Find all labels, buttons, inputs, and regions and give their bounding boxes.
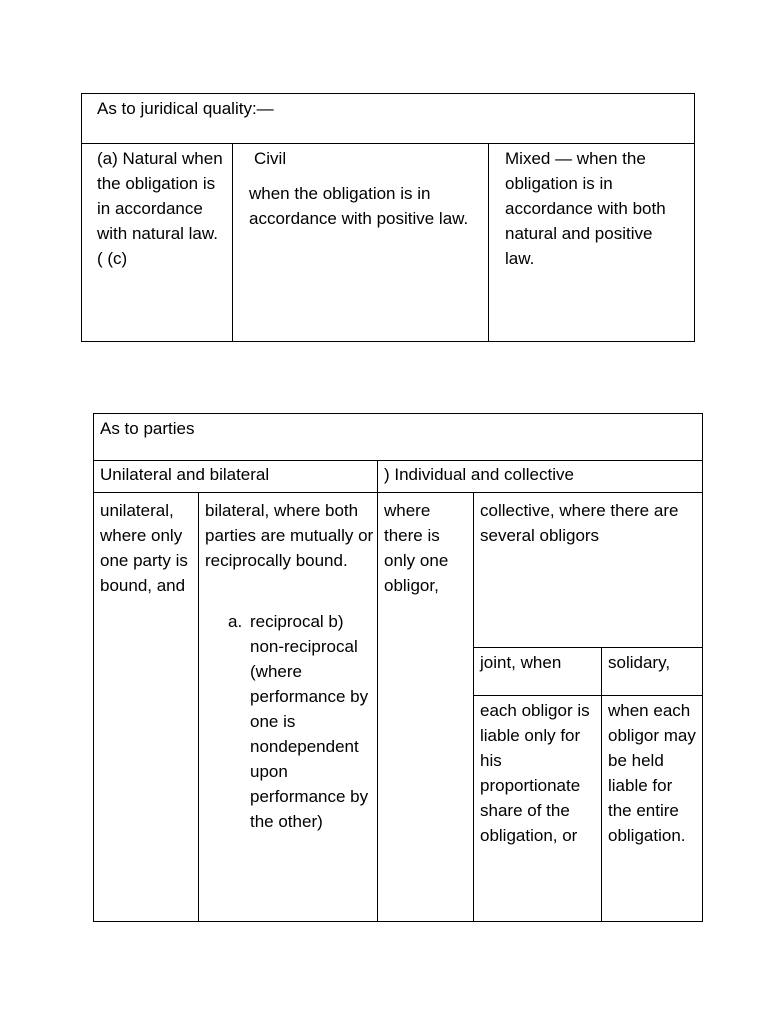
juridical-quality-header: As to juridical quality:— bbox=[97, 99, 274, 118]
individual-collective-header: ) Individual and collective bbox=[384, 465, 574, 484]
civil-title: Civil bbox=[254, 149, 287, 168]
unilateral-bilateral-header: Unilateral and bilateral bbox=[100, 465, 270, 484]
reciprocal-text: reciprocal b) non-reciprocal (where performance by one is nondependent upon performance by the other) bbox=[250, 612, 369, 831]
unilateral-cell: unilateral, where only one party is bound, and bbox=[100, 501, 188, 595]
solidary-description: when each obligor may be held liable for the entire obligation. bbox=[608, 701, 696, 845]
list-marker: a. bbox=[228, 612, 243, 631]
civil-description: when the obligation is in accordance with positive law. bbox=[249, 184, 469, 228]
table1-border-left bbox=[81, 93, 82, 342]
table2-border-right bbox=[702, 413, 703, 922]
individual-cell: where there is only one obligor, bbox=[384, 501, 449, 595]
table2-divider-main bbox=[377, 460, 378, 922]
table2-divider-ind-col bbox=[473, 492, 474, 922]
table2-divider-uni-bi bbox=[198, 492, 199, 922]
mixed-cell: Mixed — when the obligation is in accordance with both natural and positive law. bbox=[505, 149, 666, 268]
parties-header: As to parties bbox=[100, 419, 195, 438]
table1-divider-2 bbox=[488, 143, 489, 342]
table2-border-left bbox=[93, 413, 94, 922]
natural-cell: (a) Natural when the obligation is in accordance with natural law. ( (c) bbox=[97, 149, 223, 268]
table1-border-right bbox=[694, 93, 695, 342]
bilateral-cell: bilateral, where both parties are mutually or reciprocally bound. bbox=[205, 501, 374, 570]
solidary-header: solidary, bbox=[608, 653, 671, 672]
joint-description: each obligor is liable only for his proportionate share of the obligation, or bbox=[480, 701, 590, 845]
joint-header: joint, when bbox=[480, 653, 562, 672]
table1-border-bottom bbox=[81, 341, 695, 342]
table2-border-bottom bbox=[93, 921, 703, 922]
collective-cell: collective, where there are several obligors bbox=[480, 501, 679, 545]
table2-border-subheader bbox=[93, 492, 703, 493]
table2-divider-joint-solidary bbox=[601, 647, 602, 922]
table1-divider-1 bbox=[232, 143, 233, 342]
